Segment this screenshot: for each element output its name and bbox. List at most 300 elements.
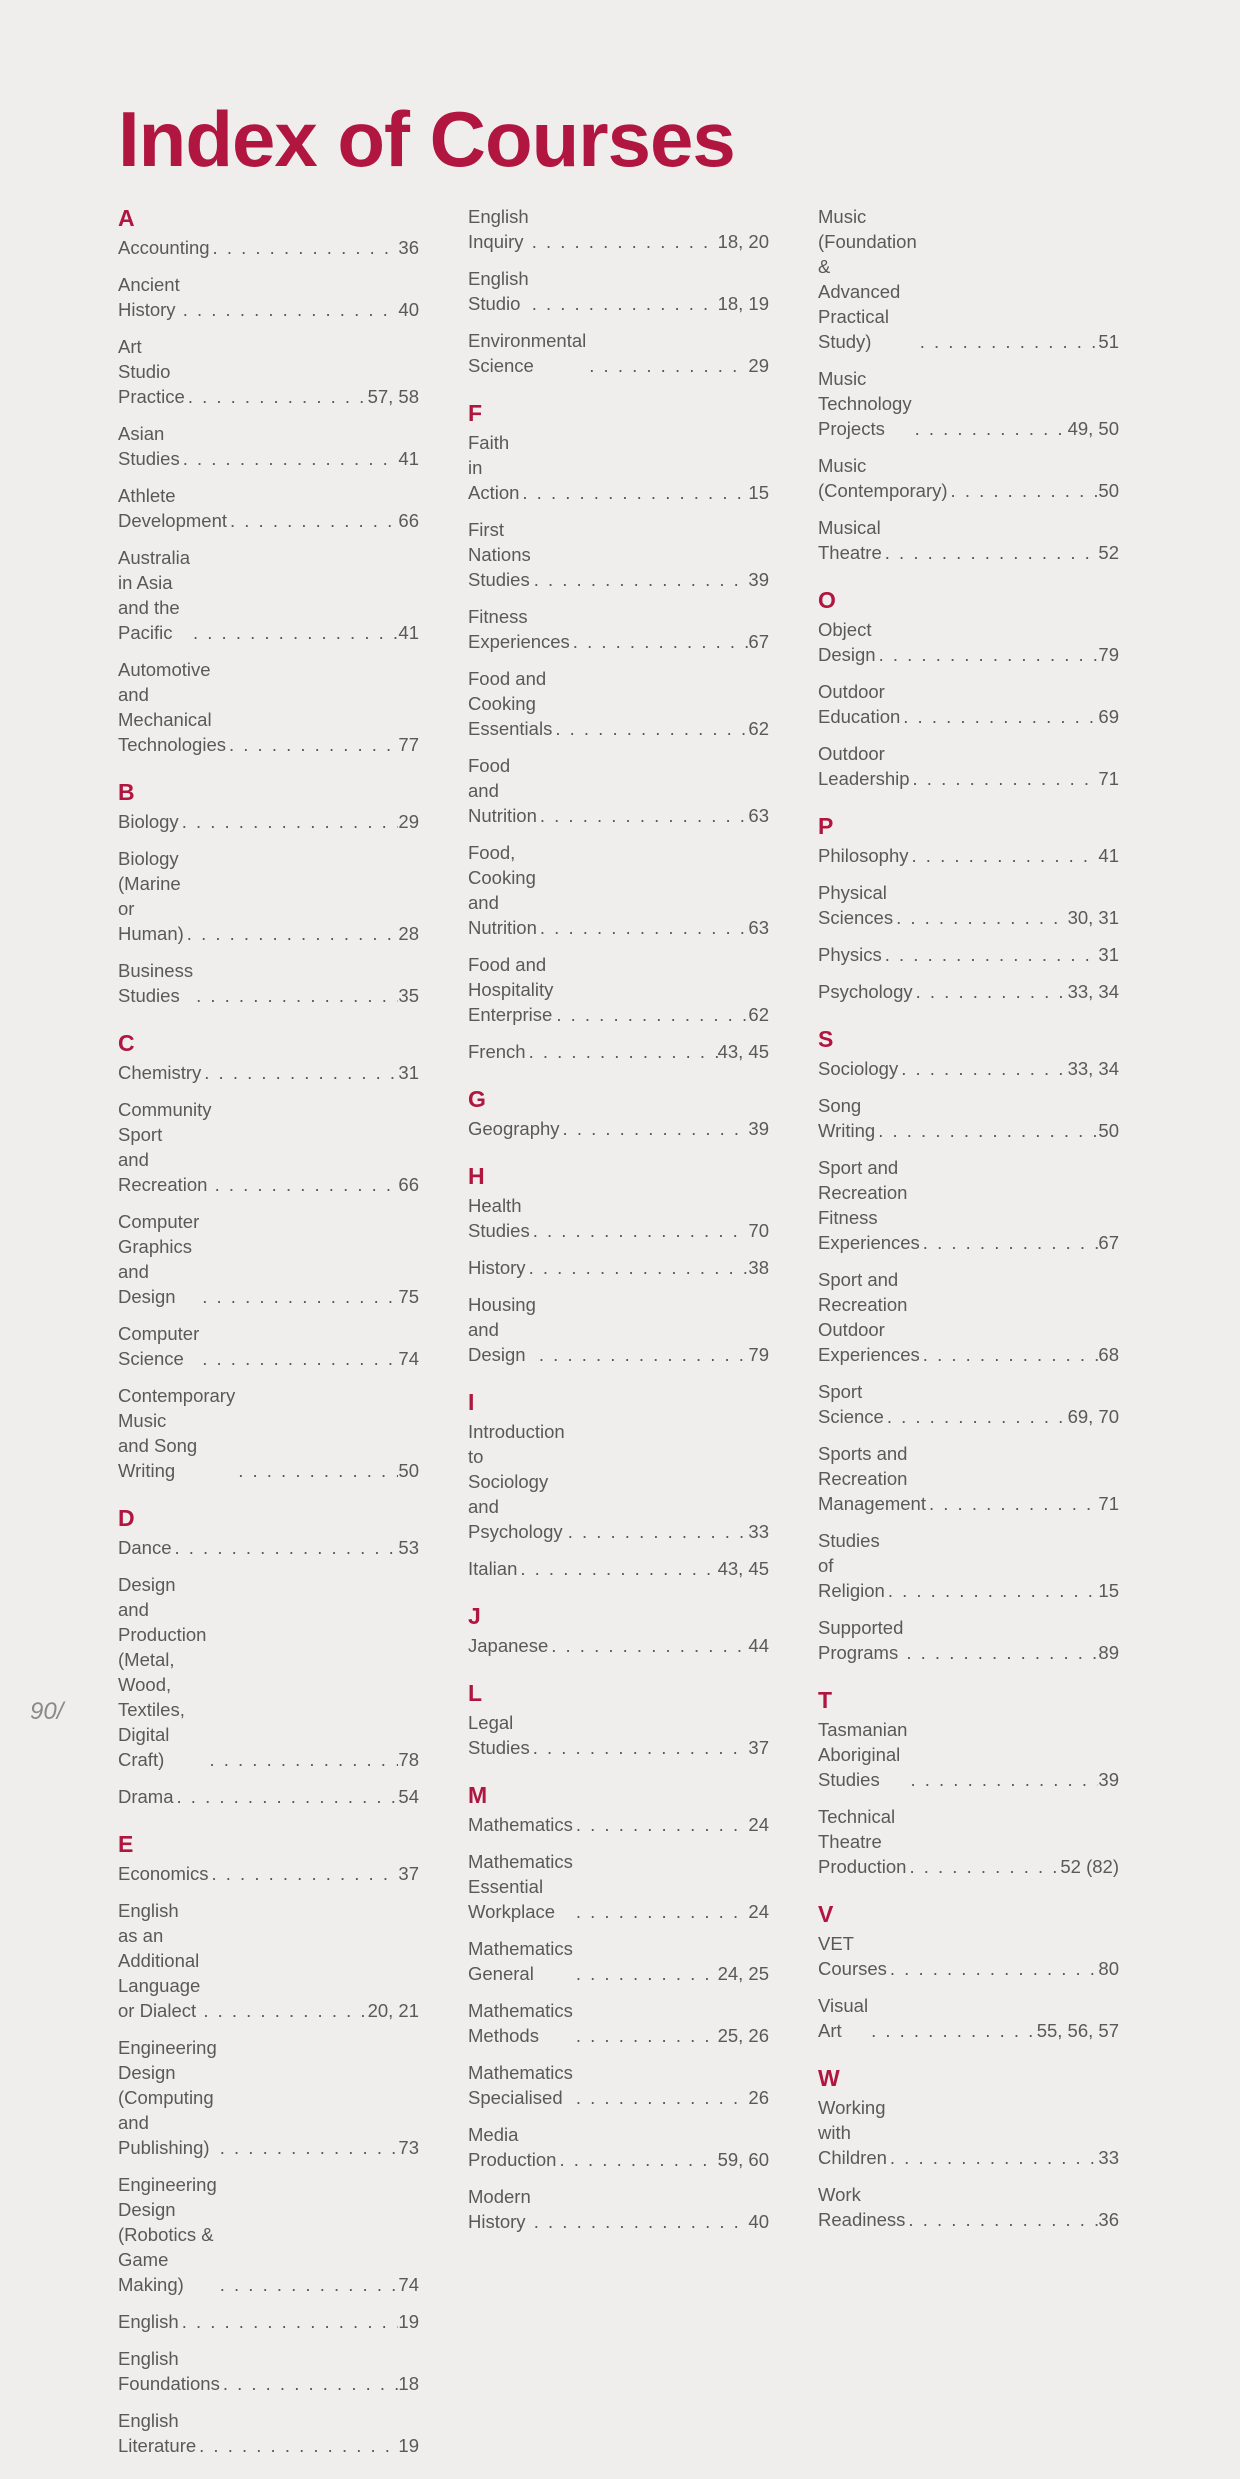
course-name: Musical Theatre xyxy=(818,517,882,563)
page-reference: 71 xyxy=(1098,1493,1119,1514)
dot-leader xyxy=(910,766,1099,791)
page-reference: 50 xyxy=(398,1460,419,1481)
dot-leader xyxy=(912,416,1068,441)
dot-leader xyxy=(536,1342,749,1367)
course-name: Introduction to Sociology and Psychology xyxy=(468,1421,565,1542)
page-reference: 41 xyxy=(398,622,419,643)
dot-leader xyxy=(193,983,398,1008)
course-name: Psychology xyxy=(818,981,913,1002)
course-name: History xyxy=(468,1257,526,1278)
index-entry xyxy=(818,1267,1119,1367)
page-reference: 54 xyxy=(398,1786,419,1807)
index-entry xyxy=(468,2122,769,2172)
course-name: Food, Cooking and Nutrition xyxy=(468,842,537,938)
page-reference: 69 xyxy=(1098,706,1119,727)
index-entry xyxy=(118,2408,419,2458)
index-section-c xyxy=(118,1029,419,1483)
dot-leader xyxy=(529,291,718,316)
course-name: Music (Foundation & Advanced Practical Study) xyxy=(818,206,917,352)
index-entry xyxy=(468,753,769,828)
page-reference: 15 xyxy=(1098,1580,1119,1601)
dot-leader xyxy=(552,716,748,741)
page-reference: 66 xyxy=(398,510,419,531)
page-number: 90/ xyxy=(30,1698,64,1725)
dot-leader xyxy=(227,508,398,533)
course-name: Song Writing xyxy=(818,1095,876,1141)
dot-leader xyxy=(893,905,1068,930)
page-reference: 69, 70 xyxy=(1067,1406,1119,1427)
page-reference: 41 xyxy=(1098,845,1119,866)
index-section-i xyxy=(468,1388,769,1581)
dot-leader xyxy=(909,843,1099,868)
page-reference: 37 xyxy=(748,1737,769,1758)
course-name: Contemporary Music and Song Writing xyxy=(118,1385,236,1481)
index-entry xyxy=(468,1419,769,1544)
dot-leader xyxy=(179,2309,399,2334)
index-entry xyxy=(468,604,769,654)
page-reference: 78 xyxy=(398,1749,419,1770)
index-entry xyxy=(468,430,769,505)
course-name: Dance xyxy=(118,1537,172,1558)
section-letter: F xyxy=(468,400,483,426)
index-section-g xyxy=(468,1085,769,1141)
dot-leader xyxy=(180,446,399,471)
course-name: Italian xyxy=(468,1558,518,1579)
page-reference: 18, 20 xyxy=(717,231,769,252)
index-entry xyxy=(818,1993,1119,2043)
index-entry xyxy=(818,515,1119,565)
index-entry xyxy=(118,1784,419,1809)
course-name: Food and Hospitality Enterprise xyxy=(468,954,554,1025)
dot-leader xyxy=(898,1056,1067,1081)
index-entry xyxy=(818,2182,1119,2232)
index-entry xyxy=(468,1849,769,1924)
course-name: Physical Sciences xyxy=(818,882,894,928)
index-entry xyxy=(118,334,419,409)
page-reference: 49, 50 xyxy=(1067,418,1119,439)
index-section-o xyxy=(818,586,1119,791)
index-entry xyxy=(468,1633,769,1658)
course-name: Accounting xyxy=(118,237,210,258)
course-name: Biology xyxy=(118,811,179,832)
section-letter: C xyxy=(118,1030,135,1056)
dot-leader xyxy=(913,979,1068,1004)
dot-leader xyxy=(573,2023,718,2048)
index-entry xyxy=(118,545,419,645)
page-reference: 43, 45 xyxy=(717,1558,769,1579)
page-reference: 19 xyxy=(398,2311,419,2332)
page-reference: 24 xyxy=(748,1901,769,1922)
dot-leader xyxy=(196,2433,398,2458)
course-name: Physics xyxy=(818,944,882,965)
dot-leader xyxy=(529,229,718,254)
course-name: Economics xyxy=(118,1863,209,1884)
page-reference: 67 xyxy=(1098,1232,1119,1253)
index-entry xyxy=(118,1097,419,1197)
course-name: Sociology xyxy=(818,1058,899,1079)
dot-leader xyxy=(206,1747,398,1772)
dot-leader xyxy=(179,809,399,834)
page-reference: 30, 31 xyxy=(1067,907,1119,928)
page-reference: 77 xyxy=(398,734,419,755)
index-entry xyxy=(818,843,1119,868)
index-entry xyxy=(118,2346,419,2396)
dot-leader xyxy=(212,1172,399,1197)
index-entry xyxy=(118,1321,419,1371)
index-entry xyxy=(468,840,769,940)
course-name: Outdoor Education xyxy=(818,681,901,727)
index-entry xyxy=(118,1060,419,1085)
dot-leader xyxy=(537,803,749,828)
index-section-h xyxy=(468,1162,769,1367)
dot-leader xyxy=(530,1735,749,1760)
index-entry xyxy=(468,1812,769,1837)
dot-leader xyxy=(907,1767,1098,1792)
index-entry xyxy=(468,1193,769,1243)
course-name: Philosophy xyxy=(818,845,909,866)
index-entry xyxy=(118,2172,419,2297)
index-section-j xyxy=(468,1602,769,1658)
page-reference: 26 xyxy=(748,2087,769,2108)
index-entry xyxy=(468,952,769,1027)
dot-leader xyxy=(526,1039,718,1064)
page-reference: 33, 34 xyxy=(1067,1058,1119,1079)
index-section-continued xyxy=(818,204,1119,565)
course-name: Object Design xyxy=(818,619,876,665)
dot-leader xyxy=(526,1255,749,1280)
page-reference: 19 xyxy=(398,2435,419,2456)
dot-leader xyxy=(226,732,398,757)
page-reference: 70 xyxy=(748,1220,769,1241)
index-entry xyxy=(468,2184,769,2234)
course-name: Technical Theatre Production xyxy=(818,1806,907,1877)
page-reference: 52 xyxy=(1098,542,1119,563)
course-name: Supported Programs xyxy=(818,1617,904,1663)
course-name: English xyxy=(118,2311,179,2332)
dot-leader xyxy=(208,1861,398,1886)
section-letter: L xyxy=(468,1680,483,1706)
page-reference: 57, 58 xyxy=(367,386,419,407)
dot-leader xyxy=(573,1899,749,1924)
index-section-f xyxy=(468,399,769,1064)
page-reference: 39 xyxy=(748,569,769,590)
page-reference: 62 xyxy=(748,718,769,739)
page-reference: 40 xyxy=(748,2211,769,2232)
course-name: VET Courses xyxy=(818,1933,887,1979)
index-section-s xyxy=(818,1025,1119,1665)
dot-leader xyxy=(210,235,399,260)
course-name: Drama xyxy=(118,1786,174,1807)
index-entry xyxy=(118,1861,419,1886)
dot-leader xyxy=(905,2207,1098,2232)
page-reference: 31 xyxy=(1098,944,1119,965)
index-entry xyxy=(818,1804,1119,1879)
course-name: Faith in Action xyxy=(468,432,520,503)
course-name: Food and Nutrition xyxy=(468,755,537,826)
page-reference: 68 xyxy=(1098,1344,1119,1365)
index-entry xyxy=(818,1379,1119,1429)
dot-leader xyxy=(586,353,748,378)
page-reference: 52 (82) xyxy=(1060,1856,1119,1877)
course-name: Music (Contemporary) xyxy=(818,455,948,501)
page-reference: 89 xyxy=(1098,1642,1119,1663)
page-reference: 53 xyxy=(398,1537,419,1558)
course-name: English Inquiry xyxy=(468,206,529,252)
index-entry xyxy=(118,846,419,946)
index-section-b xyxy=(118,778,419,1008)
index-entry xyxy=(818,1441,1119,1516)
page-reference: 66 xyxy=(398,1174,419,1195)
dot-leader xyxy=(570,629,749,654)
course-name: First Nations Studies xyxy=(468,519,531,590)
course-name: Sports and Recreation Management xyxy=(818,1443,926,1514)
index-entry xyxy=(818,979,1119,1004)
course-name: Chemistry xyxy=(118,1062,202,1083)
dot-leader xyxy=(190,620,398,645)
dot-leader xyxy=(920,1342,1099,1367)
page-reference: 18 xyxy=(398,2373,419,2394)
course-name: Health Studies xyxy=(468,1195,530,1241)
page-reference: 67 xyxy=(748,631,769,652)
dot-leader xyxy=(174,1784,399,1809)
page-reference: 62 xyxy=(748,1004,769,1025)
dot-leader xyxy=(926,1491,1098,1516)
course-name: Asian Studies xyxy=(118,423,180,469)
page-reference: 44 xyxy=(748,1635,769,1656)
course-name: Art Studio Practice xyxy=(118,336,185,407)
page-reference: 37 xyxy=(398,1863,419,1884)
index-entry xyxy=(468,1998,769,2048)
page-reference: 74 xyxy=(398,2274,419,2295)
course-name: Modern History xyxy=(468,2186,531,2232)
index-column-3 xyxy=(818,204,1119,2253)
page-reference: 18, 19 xyxy=(717,293,769,314)
index-entry xyxy=(818,1931,1119,1981)
course-name: Music Technology Projects xyxy=(818,368,912,439)
course-name: Biology (Marine or Human) xyxy=(118,848,184,944)
course-name: Work Readiness xyxy=(818,2184,906,2230)
page-reference: 39 xyxy=(1098,1769,1119,1790)
index-entry xyxy=(118,235,419,260)
dot-leader xyxy=(903,1640,1098,1665)
index-entry xyxy=(818,880,1119,930)
index-entry xyxy=(468,1710,769,1760)
dot-leader xyxy=(884,1404,1068,1429)
dot-leader xyxy=(200,1998,367,2023)
course-name: Engineering Design (Robotics & Game Making) xyxy=(118,2174,217,2295)
course-name: Community Sport and Recreation xyxy=(118,1099,212,1195)
section-letter: D xyxy=(118,1505,135,1531)
page-reference: 80 xyxy=(1098,1958,1119,1979)
page-reference: 51 xyxy=(1098,331,1119,352)
page-reference: 28 xyxy=(398,923,419,944)
index-entry xyxy=(818,1155,1119,1255)
page-reference: 50 xyxy=(1098,1120,1119,1141)
index-entry xyxy=(818,204,1119,354)
page-reference: 29 xyxy=(398,811,419,832)
dot-leader xyxy=(573,2085,749,2110)
dot-leader xyxy=(573,1812,749,1837)
index-entry xyxy=(118,657,419,757)
index-entry xyxy=(818,1093,1119,1143)
index-entry xyxy=(818,1528,1119,1603)
section-letter: O xyxy=(818,587,836,613)
dot-leader xyxy=(199,1346,398,1371)
index-column-2 xyxy=(468,204,769,2255)
dot-leader xyxy=(885,1578,1099,1603)
dot-leader xyxy=(180,297,399,322)
section-letter: J xyxy=(468,1603,481,1629)
index-entry xyxy=(118,1383,419,1483)
course-name: Computer Science xyxy=(118,1323,200,1369)
index-entry xyxy=(818,2095,1119,2170)
index-entry xyxy=(118,2035,419,2160)
dot-leader xyxy=(887,1956,1099,1981)
dot-leader xyxy=(171,1535,398,1560)
course-name: Mathematics Methods xyxy=(468,2000,573,2046)
index-entry xyxy=(818,679,1119,729)
section-letter: M xyxy=(468,1782,488,1808)
dot-leader xyxy=(220,2371,399,2396)
page-reference: 75 xyxy=(398,1286,419,1307)
page-title: Index of Courses xyxy=(118,95,735,183)
index-entry xyxy=(468,2060,769,2110)
page-reference: 43, 45 xyxy=(717,1041,769,1062)
dot-leader xyxy=(948,478,1099,503)
index-entry xyxy=(118,2309,419,2334)
course-name: Legal Studies xyxy=(468,1712,530,1758)
course-name: Studies of Religion xyxy=(818,1530,885,1601)
page-reference: 38 xyxy=(748,1257,769,1278)
course-name: Automotive and Mechanical Technologies xyxy=(118,659,226,755)
section-letter: G xyxy=(468,1086,486,1112)
index-entry xyxy=(818,1056,1119,1081)
section-letter: V xyxy=(818,1901,834,1927)
index-entry xyxy=(468,1292,769,1367)
dot-leader xyxy=(184,921,399,946)
page-reference: 29 xyxy=(748,355,769,376)
index-entry xyxy=(818,741,1119,791)
course-name: Sport Science xyxy=(818,1381,884,1427)
index-column-1 xyxy=(118,204,419,2479)
page-reference: 71 xyxy=(1098,768,1119,789)
dot-leader xyxy=(920,1230,1099,1255)
course-name: Housing and Design xyxy=(468,1294,536,1365)
dot-leader xyxy=(531,2209,749,2234)
dot-leader xyxy=(875,1118,1098,1143)
index-section-w xyxy=(818,2064,1119,2232)
index-entry xyxy=(468,666,769,741)
index-entry xyxy=(468,1936,769,1986)
dot-leader xyxy=(573,1961,718,1986)
course-name: Fitness Experiences xyxy=(468,606,570,652)
page-reference: 40 xyxy=(398,299,419,320)
section-letter: W xyxy=(818,2065,840,2091)
dot-leader xyxy=(217,2135,399,2160)
index-entry xyxy=(118,483,419,533)
page-reference: 39 xyxy=(748,1118,769,1139)
dot-leader xyxy=(553,1002,748,1027)
dot-leader xyxy=(217,2272,399,2297)
dot-leader xyxy=(906,1854,1060,1879)
page-reference: 79 xyxy=(1098,644,1119,665)
dot-leader xyxy=(887,2145,1099,2170)
course-name: French xyxy=(468,1041,526,1062)
dot-leader xyxy=(548,1633,748,1658)
course-name: Business Studies xyxy=(118,960,194,1006)
index-entry xyxy=(818,1717,1119,1792)
page-reference: 35 xyxy=(398,985,419,1006)
page-reference: 36 xyxy=(398,237,419,258)
page-reference: 55, 56, 57 xyxy=(1036,2020,1119,2041)
course-name: English Foundations xyxy=(118,2348,220,2394)
dot-leader xyxy=(900,704,1098,729)
course-name: Food and Cooking Essentials xyxy=(468,668,553,739)
page-reference: 33 xyxy=(1098,2147,1119,2168)
dot-leader xyxy=(537,915,749,940)
dot-leader xyxy=(199,1284,398,1309)
index-entry xyxy=(468,266,769,316)
index-entry xyxy=(818,366,1119,441)
page-reference: 31 xyxy=(398,1062,419,1083)
page-reference: 63 xyxy=(748,805,769,826)
index-entry xyxy=(118,1572,419,1772)
dot-leader xyxy=(517,1556,717,1581)
index-section-l xyxy=(468,1679,769,1760)
course-name: Geography xyxy=(468,1118,560,1139)
section-letter: B xyxy=(118,779,135,805)
index-entry xyxy=(468,1556,769,1581)
page-reference: 79 xyxy=(748,1344,769,1365)
course-name: Mathematics General xyxy=(468,1938,573,1984)
page-reference: 20, 21 xyxy=(367,2000,419,2021)
dot-leader xyxy=(565,1519,749,1544)
dot-leader xyxy=(868,2018,1037,2043)
course-name: Japanese xyxy=(468,1635,549,1656)
dot-leader xyxy=(201,1060,398,1085)
dot-leader xyxy=(917,329,1099,354)
course-name: Australia in Asia and the Pacific xyxy=(118,547,190,643)
index-entry xyxy=(118,272,419,322)
section-letter: E xyxy=(118,1831,134,1857)
dot-leader xyxy=(556,2147,717,2172)
index-entry xyxy=(118,1209,419,1309)
index-section-t xyxy=(818,1686,1119,1879)
index-section-a xyxy=(118,204,419,757)
index-entry xyxy=(468,1116,769,1141)
index-entry xyxy=(118,958,419,1008)
course-name: Sport and Recreation Outdoor Experiences xyxy=(818,1269,920,1365)
section-letter: I xyxy=(468,1389,475,1415)
page-reference: 24 xyxy=(748,1814,769,1835)
dot-leader xyxy=(530,1218,749,1243)
index-section-e xyxy=(118,1830,419,2458)
index-entry xyxy=(818,1615,1119,1665)
course-name: Mathematics Essential Workplace xyxy=(468,1851,573,1922)
page-reference: 59, 60 xyxy=(717,2149,769,2170)
page-reference: 15 xyxy=(748,482,769,503)
course-name: Sport and Recreation Fitness Experiences xyxy=(818,1157,920,1253)
course-name: Visual Art xyxy=(818,1995,869,2041)
page-reference: 36 xyxy=(1098,2209,1119,2230)
course-name: Media Production xyxy=(468,2124,557,2170)
course-name: English Studio xyxy=(468,268,529,314)
page-reference: 41 xyxy=(398,448,419,469)
index-entry xyxy=(468,1039,769,1064)
course-name: Outdoor Leadership xyxy=(818,743,910,789)
dot-leader xyxy=(531,567,749,592)
index-entry xyxy=(118,1898,419,2023)
